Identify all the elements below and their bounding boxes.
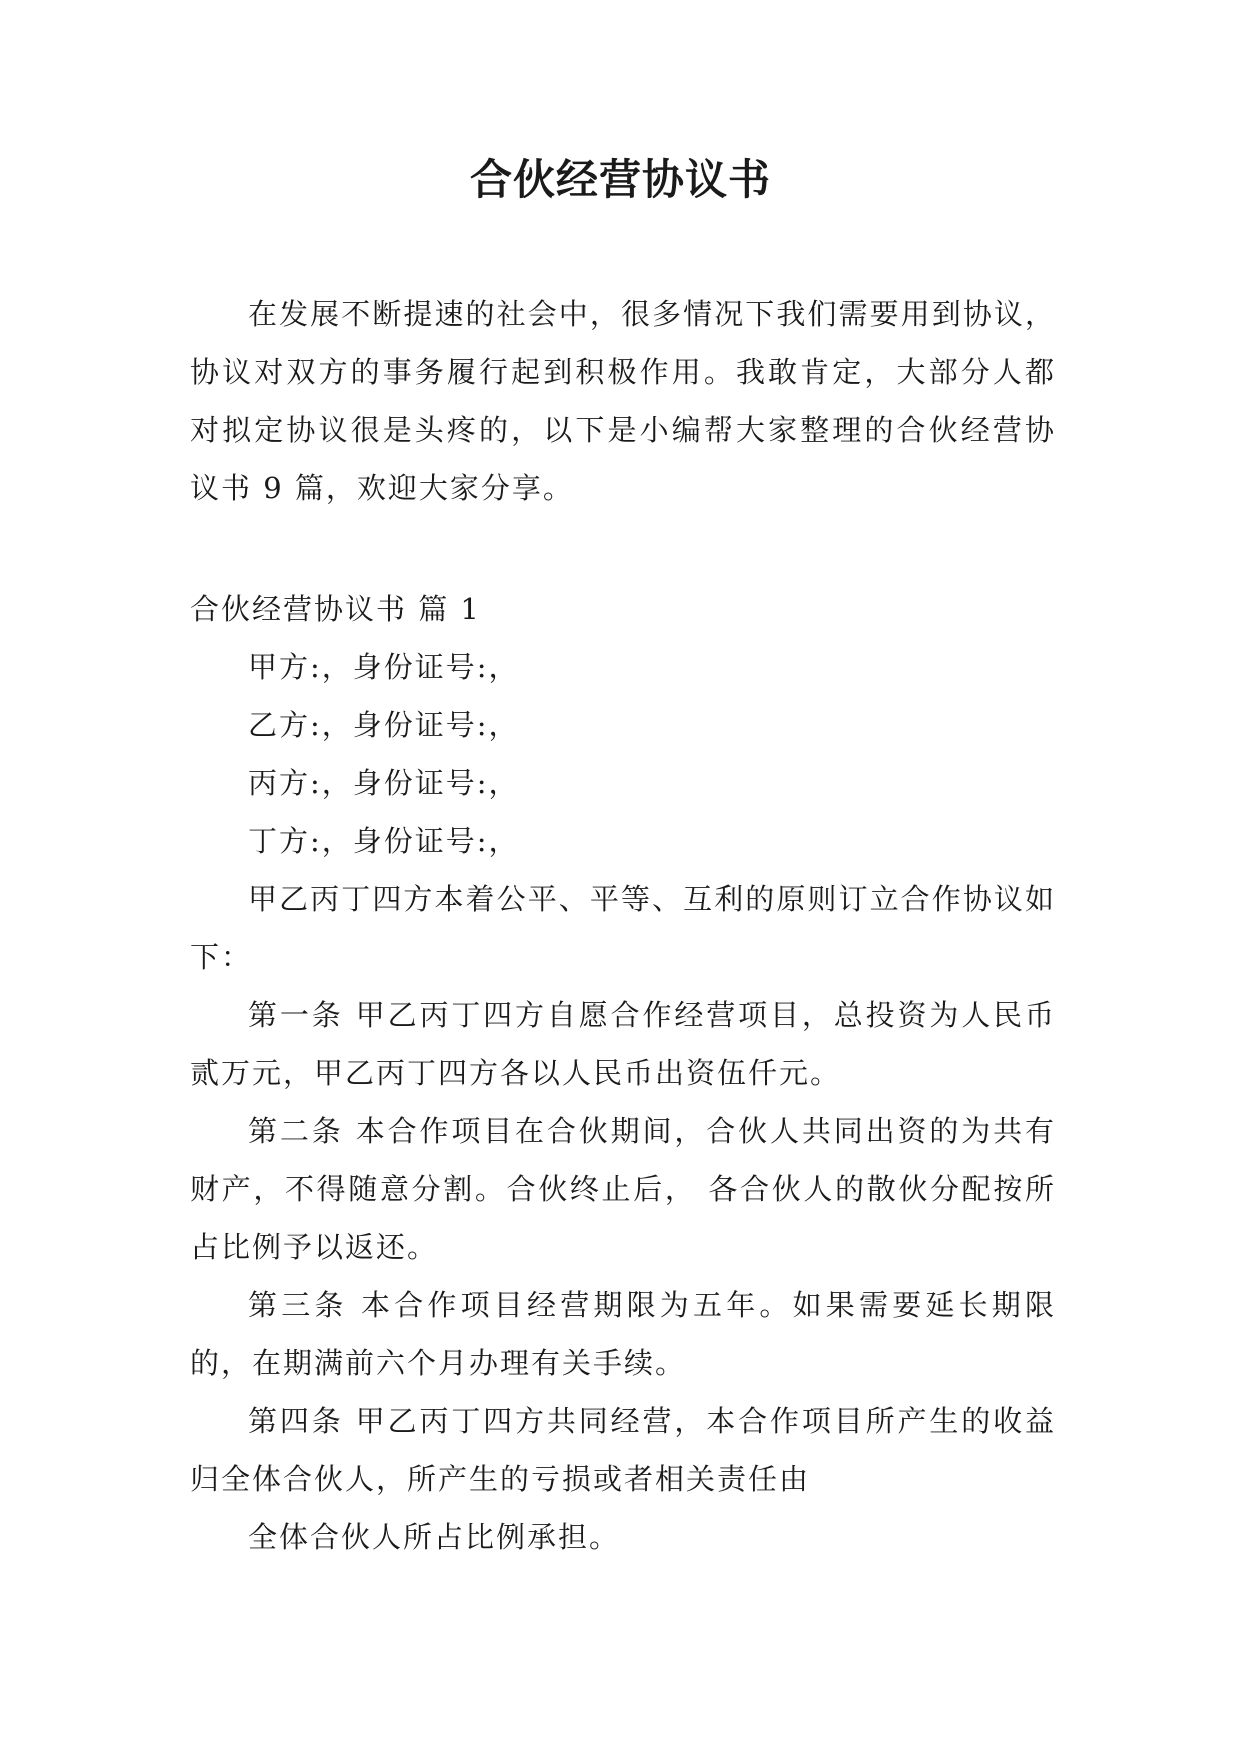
article-1: 第一条 甲乙丙丁四方自愿合作经营项目，总投资为人民币贰万元，甲乙丙丁四方各以人民币出资伍仟元。 [190,998,1056,1090]
agreement-preamble: 甲乙丙丁四方本着公平、平等、互利的原则订立合作协议如下： [190,882,1056,974]
section-block [190,580,1056,1566]
party-b-line: 乙方:，身份证号:， [248,708,520,742]
party-d-line: 丁方:，身份证号:， [248,824,520,858]
intro-block [190,285,1056,517]
intro-paragraph: 在发展不断提速的社会中，很多情况下我们需要用到协议，协议对双方的事务履行起到积极作用。我敢肯定，大部分人都对拟定协议很是头疼的，以下是小编帮大家整理的合伙经营协议书 9 篇，欢迎大家分享。 [190,297,1056,505]
section-heading: 合伙经营协议书 篇 1 [190,592,481,626]
party-a-line: 甲方:，身份证号:， [248,650,520,684]
party-c-line: 丙方:，身份证号:， [248,766,520,800]
article-4: 第四条 甲乙丙丁四方共同经营，本合作项目所产生的收益归全体合伙人，所产生的亏损或者相关责任由 [190,1404,1056,1496]
article-2: 第二条 本合作项目在合伙期间，合伙人共同出资的为共有财产，不得随意分割。合伙终止后， 各合伙人的散伙分配按所占比例予以返还。 [190,1114,1056,1264]
article-4-continued: 全体合伙人所占比例承担。 [248,1520,621,1554]
document-title: 合伙经营协议书 [469,155,771,204]
article-3: 第三条 本合作项目经营期限为五年。如果需要延长期限的，在期满前六个月办理有关手续。 [190,1288,1056,1380]
